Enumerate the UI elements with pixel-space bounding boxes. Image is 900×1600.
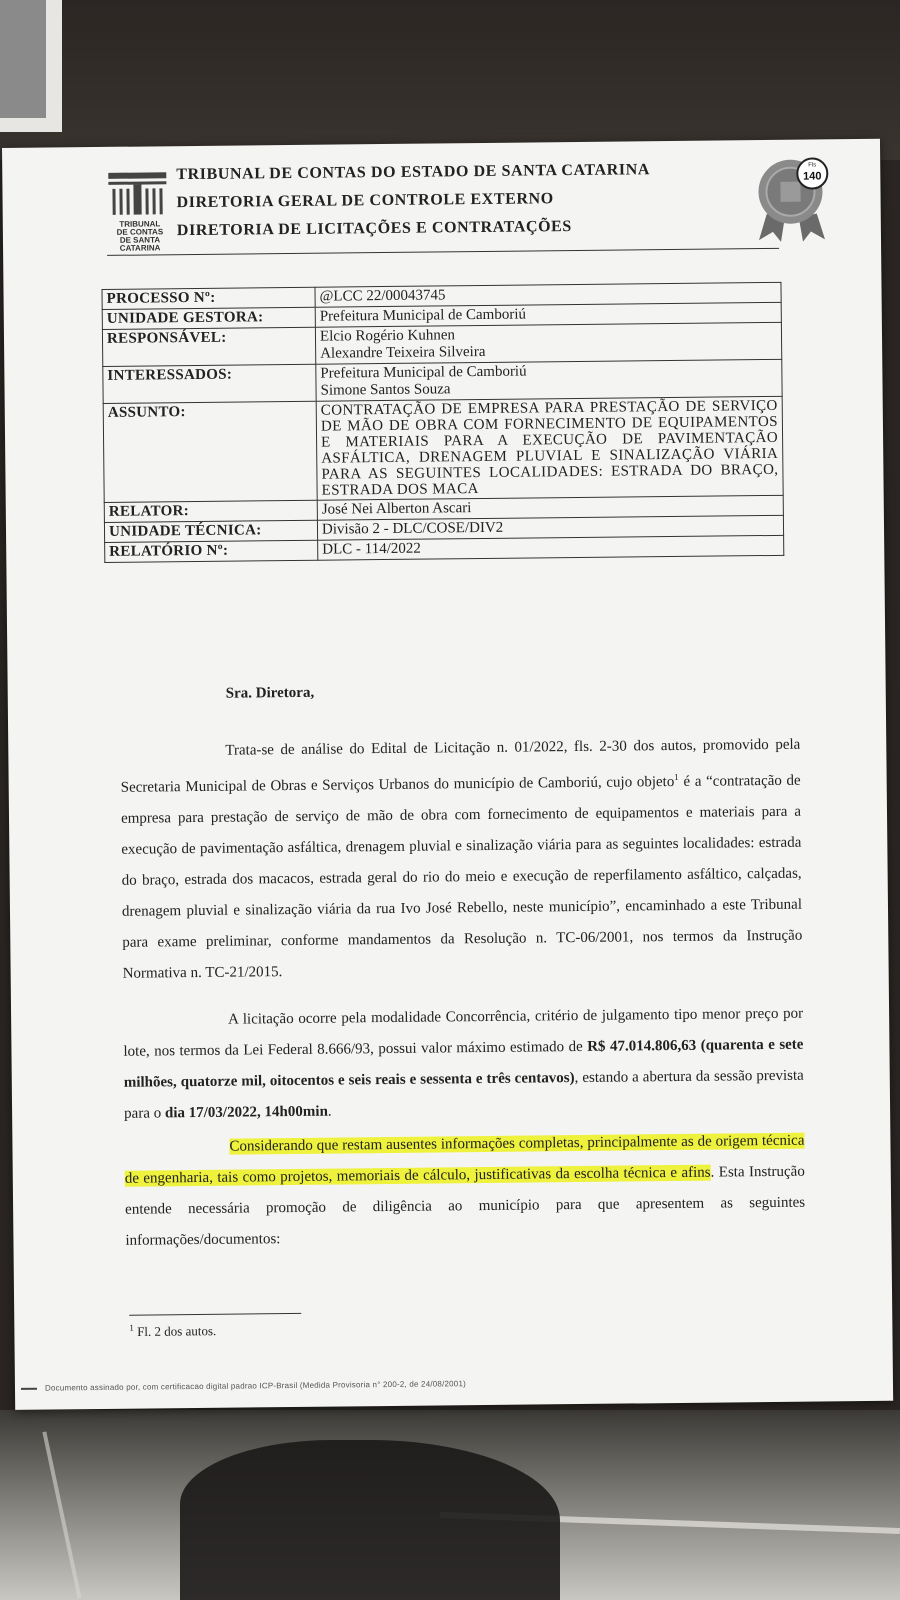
footnote-number: 1 (129, 1322, 134, 1333)
header-line-2: DIRETORIA GERAL DE CONTROLE EXTERNO (176, 190, 554, 212)
interessados-value (316, 359, 782, 401)
estimated-value: R$ 47.014.806,63 (quarenta e sete milhões, quatorze mil, oitocentos e seis reais e sessenta e três centavos) (123, 1036, 804, 1091)
footnote (129, 1322, 216, 1340)
interessado-name: Simone Santos Souza (320, 381, 451, 399)
relator-label: RELATOR: (104, 500, 317, 522)
paragraph-3-rest: . Esta Instrução entende necessária promoção de diligência ao município para que apresentem as seguintes informações/documentos: (125, 1163, 806, 1249)
seal-prefix: Fls (808, 162, 817, 169)
shadow-shape (180, 1440, 560, 1600)
paragraph-1-part-a: Trata-se de análise do Edital de Licitação n. 01/2022, fls. 2-30 dos autos, promovido pela Secretaria Municipal de Obras e Serviços Urbanos do município de Camboriú, cujo objeto (120, 736, 801, 796)
relator-value: José Nei Alberton Ascari (317, 495, 783, 520)
assunto-label: ASSUNTO: (103, 401, 317, 502)
unidade-gestora-value: Prefeitura Municipal de Camboriú (315, 302, 781, 327)
logo-text-line: TRIBUNAL (119, 219, 161, 229)
footnote-divider (129, 1313, 301, 1316)
footnote-ref: 1 (674, 771, 679, 782)
session-date: dia 17/03/2022, 14h00min (164, 1103, 328, 1122)
paragraph-1-part-b: é a “contratação de empresa para prestação de serviço de mão de obra com fornecimento de equipamentos e materiais para a execução de pavimentação asfáltica, drenagem pluvial e sinalização viária para as seguintes localidades: estrada do braço, estrada dos macacos, estrada geral do rio do meio e execução de reperfilamento asfáltico, calçadas, drenagem pluvial e sinalização viária da rua Ivo José Rebello, neste município”, encaminhado a este Tribunal para exame preliminar, conforme mandamentos da Resolução n. TC-06/2001, nos termos da Instrução Normativa n. TC-21/2015. (120, 772, 803, 982)
paragraph-2 (123, 999, 804, 1130)
paragraph-2-part-c: . (327, 1103, 332, 1120)
logo-text-line: DE SANTA (119, 235, 161, 245)
footnote-text: Fl. 2 dos autos. (133, 1323, 217, 1340)
unidade-tecnica-value: Divisão 2 - DLC/COSE/DIV2 (317, 515, 783, 540)
processo-label: PROCESSO Nº: (102, 287, 315, 309)
table-row (103, 396, 783, 502)
unidade-gestora-label: UNIDADE GESTORA: (102, 307, 315, 329)
seal-number: 140 (803, 170, 822, 183)
process-info-table (101, 282, 784, 563)
unidade-tecnica-label: UNIDADE TÉCNICA: (104, 520, 317, 542)
side-paper-inner (0, 0, 46, 118)
paragraph-2-part-b: , estando a abertura da sessão prevista para o (124, 1067, 804, 1122)
paragraph-1 (120, 730, 803, 990)
digital-signature-note: Documento assinado por, com certificacao digital padrao ICP-Brasil (Medida Provisoria n° 200-2, de 24/08/2001) (44, 1379, 466, 1393)
header-divider (107, 248, 779, 256)
paragraph-3 (124, 1126, 805, 1257)
document-page (2, 139, 893, 1410)
logo-text-line: DE CONTAS (116, 227, 164, 237)
relatorio-value: DLC - 114/2022 (318, 535, 784, 560)
background-top (0, 0, 900, 160)
responsavel-value (315, 322, 781, 364)
interessados-label: INTERESSADOS: (103, 364, 316, 403)
responsavel-name: Alexandre Teixeira Silveira (320, 343, 486, 362)
logo-text-line: CATARINA (119, 243, 161, 253)
salutation: Sra. Diretora, (225, 684, 315, 702)
paragraph-2-part-a: A licitação ocorre pela modalidade Concorrência, critério de julgamento tipo menor preço por lote, nos termos da Lei Federal 8.666/93, possui valor máximo estimado de (123, 1005, 804, 1060)
responsavel-label: RESPONSÁVEL: (102, 327, 315, 366)
fine-print-mark (21, 1388, 37, 1390)
header-line-3: DIRETORIA DE LICITAÇÕES E CONTRATAÇÕES (176, 218, 572, 240)
highlighted-text: Considerando que restam ausentes informações completas, principalmente as de origem técnica de engenharia, tais como projetos, memoriais de cálculo, justificativas da escolha técnica e afins (124, 1132, 805, 1187)
interessado-name: Prefeitura Municipal de Camboriú (320, 363, 527, 382)
logo-text (109, 220, 171, 253)
responsavel-name: Elcio Rogério Kuhnen (319, 327, 456, 345)
header-line-1: TRIBUNAL DE CONTAS DO ESTADO DE SANTA CATARINA (176, 161, 651, 184)
assunto-value: CONTRATAÇÃO DE EMPRESA PARA PRESTAÇÃO DE SERVIÇO DE MÃO DE OBRA COM FORNECIMENTO DE EQUIPAMENTOS E MATERIAIS PARA A EXECUÇÃO DE PAVIMENTAÇÃO ASFÁLTICA, DRENAGEM PLUVIAL E SINALIZAÇÃO VIÁRIA PARA AS SEGUINTES LOCALIDADES: ESTRADA DO BRAÇO, ESTRADA DOS MACA (316, 396, 783, 500)
processo-value: @LCC 22/00043745 (315, 282, 781, 307)
page-number-seal-icon (752, 151, 833, 242)
side-paper (0, 0, 62, 132)
relatorio-label: RELATÓRIO Nº: (105, 540, 318, 562)
